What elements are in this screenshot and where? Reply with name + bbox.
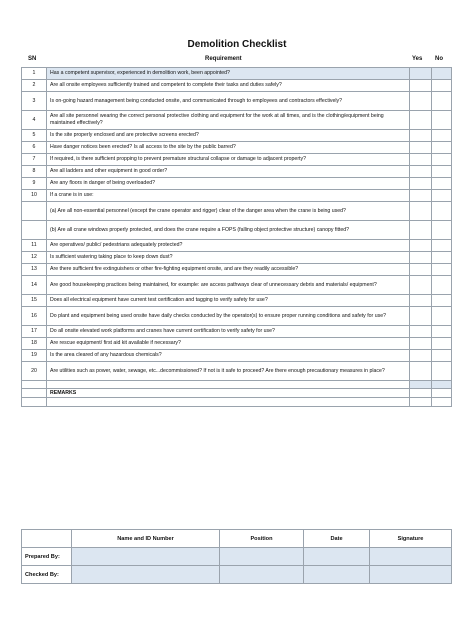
checked-by-position-field[interactable]: [220, 566, 304, 584]
requirement-text: Are any floors in danger of being overloaded?: [47, 178, 410, 190]
row-number: 10: [22, 190, 47, 202]
checklist-row: [22, 111, 452, 130]
prepared-by-label: Prepared By:: [22, 548, 72, 566]
row-number: [22, 202, 47, 221]
requirement-text: Are there sufficient fire extinguishers or other fire-fighting equipment onsite, and are they readily accessible?: [47, 264, 410, 276]
remarks-area-row: [22, 398, 452, 407]
col-name-id: Name and ID Number: [72, 530, 220, 548]
row-number: 5: [22, 130, 47, 142]
checklist-row: [22, 92, 452, 111]
no-checkbox-cell[interactable]: [432, 362, 452, 381]
prepared-by-date-field[interactable]: [304, 548, 370, 566]
checked-by-label: Checked By:: [22, 566, 72, 584]
yes-checkbox-cell[interactable]: [410, 178, 432, 190]
remarks-spacer-row: [22, 381, 452, 389]
checklist-row: [22, 295, 452, 307]
row-number: 15: [22, 295, 47, 307]
checklist-row: [22, 80, 452, 92]
yes-checkbox-cell[interactable]: [410, 295, 432, 307]
checklist-row: [22, 190, 452, 202]
no-checkbox-cell[interactable]: [432, 166, 452, 178]
row-number: 2: [22, 80, 47, 92]
prepared-by-signature-field[interactable]: [370, 548, 452, 566]
requirement-text: Is sufficient watering taking place to keep down dust?: [47, 252, 410, 264]
checked-by-row: [22, 566, 452, 584]
requirement-text: Are all onsite employees sufficiently trained and competent to complete their tasks and duties safely?: [47, 80, 410, 92]
checked-by-signature-field[interactable]: [370, 566, 452, 584]
row-number: 20: [22, 362, 47, 381]
row-number: 11: [22, 240, 47, 252]
requirement-text: (b) Are all crane windows properly protected, and does the crane require a FOPS (falling object protective structure) canopy fitted?: [47, 221, 410, 240]
no-checkbox-cell[interactable]: [432, 221, 452, 240]
no-checkbox-cell[interactable]: [432, 338, 452, 350]
yes-checkbox-cell[interactable]: [410, 307, 432, 326]
yes-checkbox-cell[interactable]: [410, 276, 432, 295]
requirement-text: Is on-going hazard management being conducted onsite, and communicated through to employees and contractors effectively?: [47, 92, 410, 111]
header-yes: Yes: [412, 56, 423, 62]
yes-checkbox-cell[interactable]: [410, 362, 432, 381]
yes-checkbox-cell[interactable]: [410, 92, 432, 111]
row-number: 7: [22, 154, 47, 166]
checklist-row: [22, 142, 452, 154]
checklist-table: [21, 67, 452, 407]
yes-checkbox-cell[interactable]: [410, 252, 432, 264]
row-number: 9: [22, 178, 47, 190]
no-checkbox-cell[interactable]: [432, 252, 452, 264]
prepared-by-row: [22, 548, 452, 566]
requirement-text: Are good housekeeping practices being maintained, for example: are access pathways clear of unnecessary debris and materials/ equipment?: [47, 276, 410, 295]
checklist-row: [22, 362, 452, 381]
no-checkbox-cell[interactable]: [432, 264, 452, 276]
row-number: 4: [22, 111, 47, 130]
yes-checkbox-cell[interactable]: [410, 154, 432, 166]
col-signature: Signature: [370, 530, 452, 548]
row-number: 6: [22, 142, 47, 154]
yes-checkbox-cell[interactable]: [410, 190, 432, 202]
no-checkbox-cell[interactable]: [432, 276, 452, 295]
no-checkbox-cell[interactable]: [432, 92, 452, 111]
no-checkbox-cell[interactable]: [432, 190, 452, 202]
requirement-text: Are rescue equipment/ first aid kit available if necessary?: [47, 338, 410, 350]
requirement-text: Are all ladders and other equipment in good order?: [47, 166, 410, 178]
row-number: 3: [22, 92, 47, 111]
row-number: 17: [22, 326, 47, 338]
checklist-row: [22, 202, 452, 221]
row-number: 19: [22, 350, 47, 362]
yes-checkbox-cell[interactable]: [410, 264, 432, 276]
checklist-row: [22, 130, 452, 142]
row-number: 18: [22, 338, 47, 350]
requirement-text: Have danger notices been erected? Is all access to the site by the public barred?: [47, 142, 410, 154]
requirement-text: (a) Are all non-essential personnel (except the crane operator and rigger) clear of the danger area when the crane is being used?: [47, 202, 410, 221]
prepared-by-name-field[interactable]: [72, 548, 220, 566]
remarks-label: REMARKS: [47, 389, 410, 398]
yes-checkbox-cell[interactable]: [410, 142, 432, 154]
checklist-row: [22, 276, 452, 295]
no-checkbox-cell[interactable]: [432, 202, 452, 221]
no-checkbox-cell[interactable]: [432, 111, 452, 130]
prepared-by-position-field[interactable]: [220, 548, 304, 566]
yes-checkbox-cell[interactable]: [410, 111, 432, 130]
no-checkbox-cell[interactable]: [432, 154, 452, 166]
no-checkbox-cell[interactable]: [432, 142, 452, 154]
row-number: 1: [22, 68, 47, 80]
checklist-row: [22, 326, 452, 338]
yes-checkbox-cell[interactable]: [410, 166, 432, 178]
requirement-text: Is the site properly enclosed and are protective screens erected?: [47, 130, 410, 142]
header-no: No: [435, 56, 443, 62]
checklist-row: [22, 166, 452, 178]
row-number: 16: [22, 307, 47, 326]
yes-checkbox-cell[interactable]: [410, 338, 432, 350]
checklist-row: [22, 154, 452, 166]
col-position: Position: [220, 530, 304, 548]
yes-checkbox-cell[interactable]: [410, 80, 432, 92]
signoff-table: [21, 529, 452, 584]
no-checkbox-cell[interactable]: [432, 326, 452, 338]
header-requirement: Requirement: [205, 56, 242, 62]
col-date: Date: [304, 530, 370, 548]
row-number: 14: [22, 276, 47, 295]
no-checkbox-cell[interactable]: [432, 295, 452, 307]
yes-checkbox-cell[interactable]: [410, 326, 432, 338]
checklist-row: [22, 252, 452, 264]
checklist-row: [22, 338, 452, 350]
requirement-text: Do plant and equipment being used onsite have daily checks conducted by the operator(s) to ensure proper running conditions and safety for use?: [47, 307, 410, 326]
no-checkbox-cell[interactable]: [432, 130, 452, 142]
requirement-text: Are operatives/ public/ pedestrians adequately protected?: [47, 240, 410, 252]
no-checkbox-cell[interactable]: [432, 80, 452, 92]
checked-by-name-field[interactable]: [72, 566, 220, 584]
yes-checkbox-cell[interactable]: [410, 221, 432, 240]
page-title: Demolition Checklist: [187, 39, 287, 50]
yes-checkbox-cell[interactable]: [410, 68, 432, 80]
remarks-row: [22, 389, 452, 398]
row-number: 12: [22, 252, 47, 264]
yes-checkbox-cell[interactable]: [410, 350, 432, 362]
checklist-row: [22, 350, 452, 362]
row-number: 8: [22, 166, 47, 178]
yes-checkbox-cell[interactable]: [410, 240, 432, 252]
requirement-text: Do all onsite elevated work platforms and cranes have current certification to verify safety for use?: [47, 326, 410, 338]
checklist-row: [22, 240, 452, 252]
requirement-text: If a crane is in use:: [47, 190, 410, 202]
checklist-row: [22, 178, 452, 190]
requirement-text: Is the area cleared of any hazardous chemicals?: [47, 350, 410, 362]
no-checkbox-cell[interactable]: [432, 178, 452, 190]
no-checkbox-cell[interactable]: [432, 307, 452, 326]
requirement-text: Are utilities such as power, water, sewage, etc...decommissioned? If not is it safe to proceed? Are there enough precautionary measures in place?: [47, 362, 410, 381]
requirement-text: Are all site personnel wearing the correct personal protective clothing and equipment for the work at all times, and is the clothing/equipment being maintained effectively?: [47, 111, 410, 130]
no-checkbox-cell[interactable]: [432, 350, 452, 362]
yes-checkbox-cell[interactable]: [410, 202, 432, 221]
remarks-field[interactable]: [47, 398, 410, 407]
checklist-row: [22, 307, 452, 326]
row-number: [22, 221, 47, 240]
checklist-row: [22, 68, 452, 80]
no-checkbox-cell[interactable]: [432, 240, 452, 252]
checklist-row: [22, 264, 452, 276]
row-number: 13: [22, 264, 47, 276]
no-checkbox-cell[interactable]: [432, 68, 452, 80]
yes-checkbox-cell[interactable]: [410, 130, 432, 142]
checklist-row: [22, 221, 452, 240]
header-sn: SN: [28, 56, 37, 62]
requirement-text: Has a competent supervisor, experienced in demolition work, been appointed?: [47, 68, 410, 80]
requirement-text: Does all electrical equipment have current test certification and tagging to verify safety for use?: [47, 295, 410, 307]
checked-by-date-field[interactable]: [304, 566, 370, 584]
requirement-text: If required, is there sufficient propping to prevent premature structural collapse or damage to adjacent property?: [47, 154, 410, 166]
